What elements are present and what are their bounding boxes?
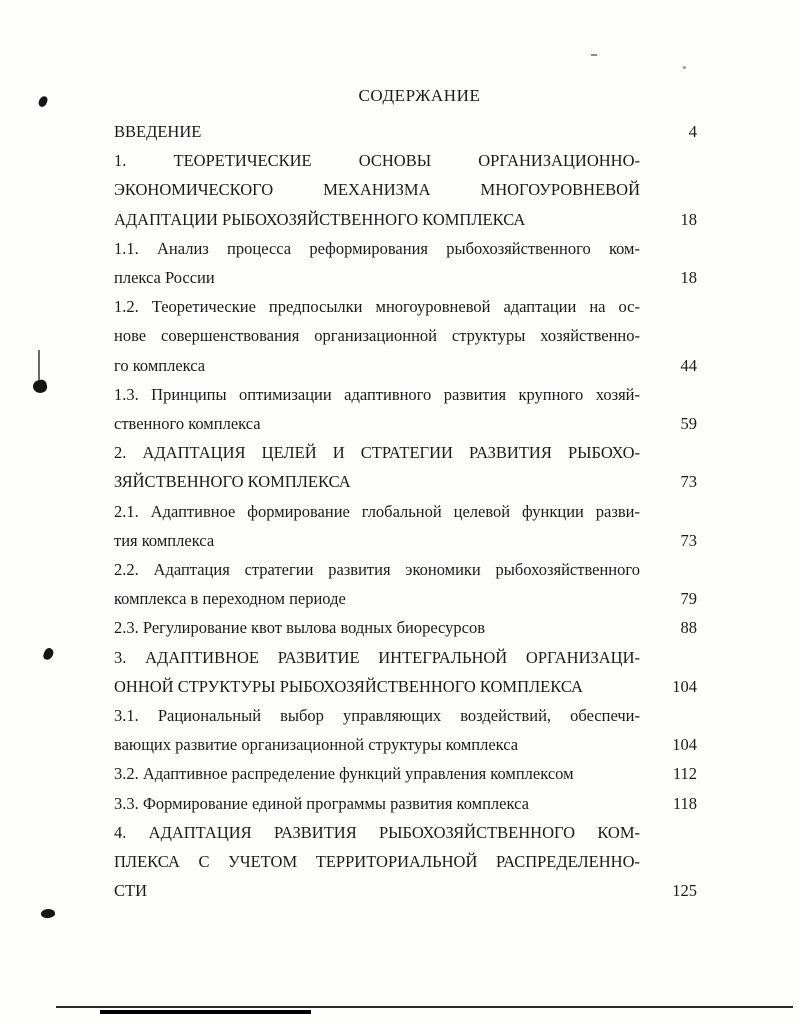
toc-line xyxy=(114,205,697,234)
toc-line xyxy=(114,292,697,321)
toc-line xyxy=(114,409,697,438)
toc-line-text: ПЛЕКСА С УЧЕТОМ ТЕРРИТОРИАЛЬНОЙ РАСПРЕДЕЛЕННО- xyxy=(114,852,640,872)
toc-line xyxy=(114,759,697,788)
toc-line-text: ОННОЙ СТРУКТУРЫ РЫБОХОЗЯЙСТВЕННОГО КОМПЛЕКСА xyxy=(114,676,583,696)
toc-page-number: 18 xyxy=(680,268,697,288)
toc-line xyxy=(114,613,697,642)
toc-line xyxy=(114,497,697,526)
toc-page-number: 18 xyxy=(680,209,697,229)
toc-line-text: го комплекса xyxy=(114,355,206,375)
toc-line xyxy=(114,351,697,380)
toc-line-text: 2. АДАПТАЦИЯ ЦЕЛЕЙ И СТРАТЕГИИ РАЗВИТИЯ РЫБОХО- xyxy=(114,443,640,463)
toc-line-text: 1. ТЕОРЕТИЧЕСКИЕ ОСНОВЫ ОРГАНИЗАЦИОННО- xyxy=(114,151,640,171)
speck-artifact xyxy=(683,66,686,69)
toc-entry xyxy=(114,234,697,292)
toc-line-text: 3.3. Формирование единой программы развития комплекса xyxy=(114,793,529,813)
toc-page-number: 79 xyxy=(680,589,697,609)
toc-line xyxy=(114,117,697,146)
toc-entry xyxy=(114,438,697,496)
toc-page-number: 125 xyxy=(672,881,697,901)
toc-line xyxy=(114,701,697,730)
ink-blot-artifact xyxy=(42,647,55,661)
toc-line xyxy=(114,672,697,701)
toc-line xyxy=(114,146,697,175)
toc-content xyxy=(114,86,697,905)
toc-page-number: 104 xyxy=(672,676,697,696)
toc-line xyxy=(114,438,697,467)
toc-entries xyxy=(114,117,697,905)
toc-page-number: 59 xyxy=(680,414,697,434)
toc-line-text: ственного комплекса xyxy=(114,414,261,434)
toc-line xyxy=(114,730,697,759)
toc-line-text: плекса России xyxy=(114,268,215,288)
scan-line-artifact xyxy=(38,350,40,383)
toc-line xyxy=(114,234,697,263)
toc-line xyxy=(114,175,697,204)
toc-line xyxy=(114,321,697,350)
toc-line-text: 1.2. Теоретические предпосылки многоуровневой адаптации на ос- xyxy=(114,297,640,317)
toc-line xyxy=(114,467,697,496)
toc-line-text: 3.2. Адаптивное распределение функций управления комплексом xyxy=(114,764,574,784)
speck-artifact xyxy=(591,54,597,56)
toc-page-number: 44 xyxy=(680,355,697,375)
ink-blot-artifact xyxy=(32,379,48,395)
toc-entry xyxy=(114,117,697,146)
toc-entry xyxy=(114,613,697,642)
toc-title: СОДЕРЖАНИЕ xyxy=(358,86,481,105)
toc-page-number: 4 xyxy=(688,122,697,141)
toc-entry xyxy=(114,497,697,555)
toc-page-number: 104 xyxy=(672,735,697,755)
toc-line xyxy=(114,380,697,409)
ink-blot-artifact xyxy=(37,95,48,108)
toc-entry xyxy=(114,555,697,613)
toc-line-text: 2.1. Адаптивное формирование глобальной целевой функции разви- xyxy=(114,501,640,521)
toc-line-text: 2.3. Регулирование квот вылова водных биоресурсов xyxy=(114,618,486,638)
toc-line-text: нове совершенствования организационной структуры хозяйственно- xyxy=(114,326,640,346)
page-edge-line-artifact xyxy=(100,1010,311,1014)
toc-line xyxy=(114,555,697,584)
toc-line-text: ЭКОНОМИЧЕСКОГО МЕХАНИЗМА МНОГОУРОВНЕВОЙ xyxy=(114,180,640,200)
toc-line xyxy=(114,584,697,613)
page-edge-line-artifact xyxy=(56,1006,793,1008)
ink-blot-artifact xyxy=(40,908,55,919)
toc-line-text: комплекса в переходном периоде xyxy=(114,589,346,609)
toc-entry xyxy=(114,380,697,438)
toc-line-text: 1.3. Принципы оптимизации адаптивного развития крупного хозяй- xyxy=(114,384,640,404)
toc-line-text: тия комплекса xyxy=(114,530,215,550)
toc-entry xyxy=(114,701,697,759)
toc-line xyxy=(114,789,697,818)
toc-line xyxy=(114,876,697,905)
toc-entry xyxy=(114,759,697,788)
toc-entry xyxy=(114,818,697,906)
toc-line-text: 4. АДАПТАЦИЯ РАЗВИТИЯ РЫБОХОЗЯЙСТВЕННОГО КОМ- xyxy=(114,822,640,842)
toc-page-number: 88 xyxy=(680,618,697,638)
toc-line xyxy=(114,847,697,876)
toc-line-text: ВВЕДЕНИЕ xyxy=(114,122,202,141)
toc-line xyxy=(114,643,697,672)
toc-page-number: 73 xyxy=(680,530,697,550)
toc-line-text: 2.2. Адаптация стратегии развития экономики рыбохозяйственного xyxy=(114,560,640,580)
toc-line-text: 3. АДАПТИВНОЕ РАЗВИТИЕ ИНТЕГРАЛЬНОЙ ОРГАНИЗАЦИ- xyxy=(114,647,640,667)
toc-entry xyxy=(114,789,697,818)
toc-line-text: СТИ xyxy=(114,881,147,901)
toc-line xyxy=(114,526,697,555)
toc-line-text: вающих развитие организационной структуры комплекса xyxy=(114,735,519,755)
toc-line xyxy=(114,263,697,292)
toc-entry xyxy=(114,146,697,234)
toc-page-number: 112 xyxy=(672,764,697,784)
toc-line xyxy=(114,818,697,847)
toc-line-text: ЗЯЙСТВЕННОГО КОМПЛЕКСА xyxy=(114,472,351,492)
toc-page-number: 73 xyxy=(680,472,697,492)
toc-line-text: 1.1. Анализ процесса реформирования рыбохозяйственного ком- xyxy=(114,238,640,258)
toc-line-text: 3.1. Рациональный выбор управляющих воздействий, обеспечи- xyxy=(114,706,640,726)
toc-line-text: АДАПТАЦИИ РЫБОХОЗЯЙСТВЕННОГО КОМПЛЕКСА xyxy=(114,209,526,229)
toc-page-number: 118 xyxy=(672,793,697,813)
toc-entry xyxy=(114,292,697,380)
toc-entry xyxy=(114,643,697,701)
